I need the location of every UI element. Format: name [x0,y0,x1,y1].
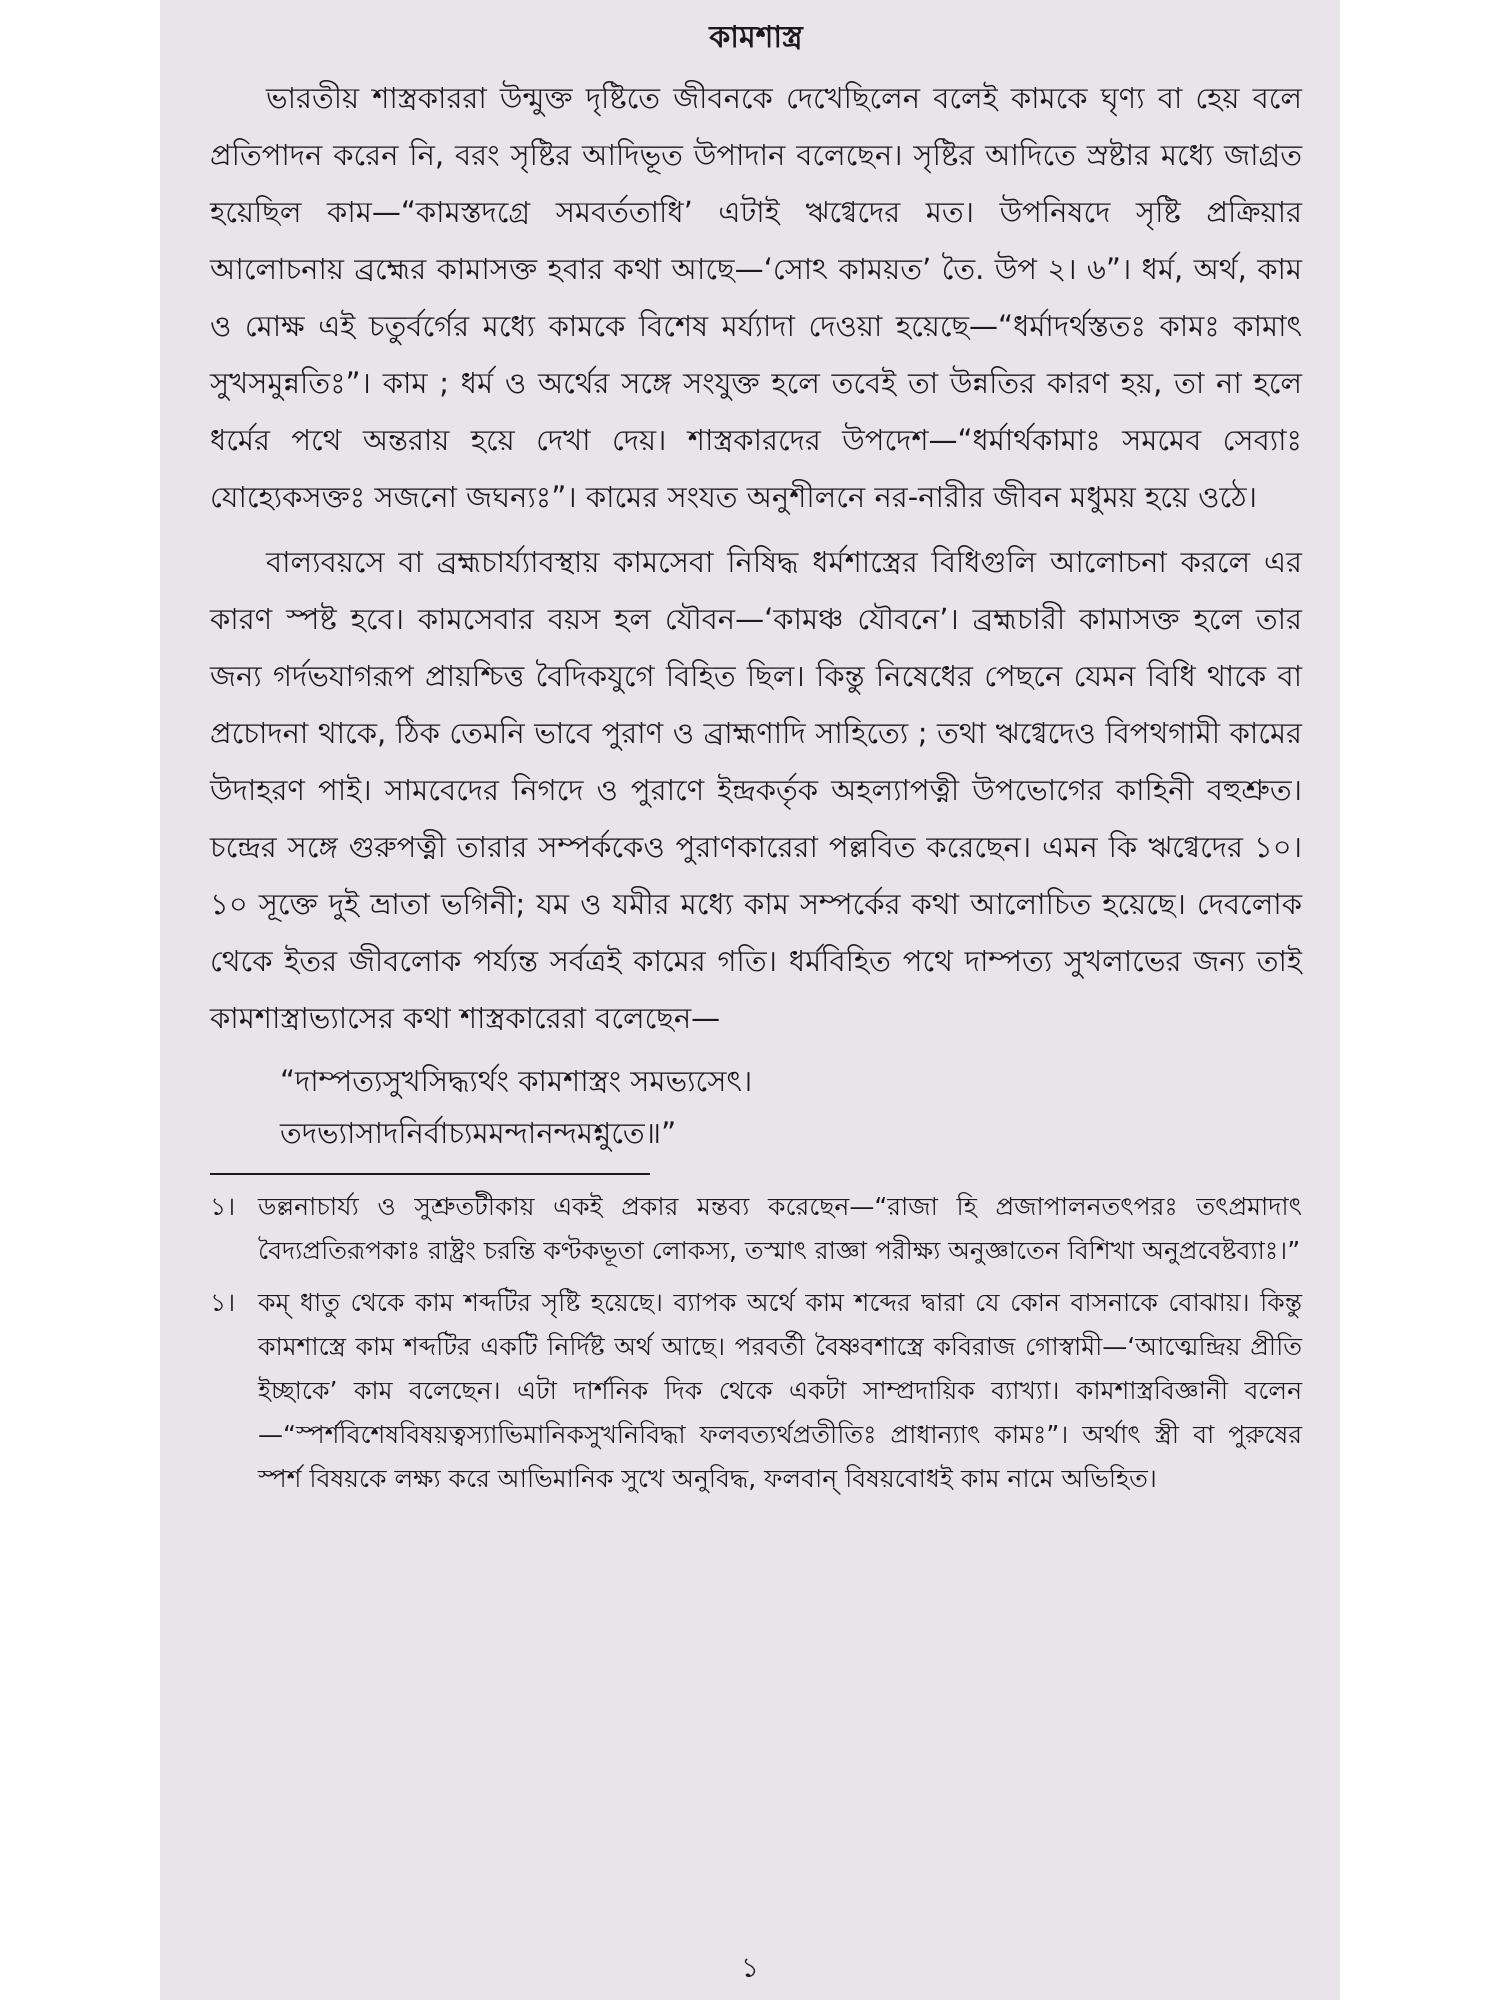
page-number: ১ [740,1951,760,1984]
book-page [160,0,1340,2000]
verse-line-1: “দাম্পত্যসুখসিদ্ধ্যর্থং কামশাস্ত্রং সমভ্যসেৎ। [280,1064,753,1098]
verse-line-2: তদভ্যাসাদনির্বাচ্যমমন্দানন্দমশ্নুতে॥” [280,1116,677,1150]
footnote-2 [210,1281,1302,1501]
footnote-1 [210,1185,1302,1273]
paragraph-2: বাল্যবয়সে বা ব্রহ্মচার্য্যাবস্থায় কামসেবা নিষিদ্ধ ধর্মশাস্ত্রের বিধিগুলি আলোচনা করলে এর কারণ স্পষ্ট হবে। কামসেবার বয়স হল যৌবন—‘কামঞ্চ যৌবনে’। ব্রহ্মচারী কামাসক্ত হলে তার জন্য গর্দভযাগরূপ প্রায়শ্চিত্ত বৈদিকযুগে বিহিত ছিল। কিন্তু নিষেধের পেছনে যেমন বিধি থাকে বা প্রচোদনা থাকে, ঠিক তেমনি ভাবে পুরাণ ও ব্রাহ্মণাদি সাহিত্যে ; তথা ঋগ্বেদেও বিপথগামী কামের উদাহরণ পাই। সামবেদের নিগদে ও পুরাণে ইন্দ্রকর্তৃক অহল্যাপত্নী উপভোগের কাহিনী বহুশ্রুত। চন্দ্রের সঙ্গে গুরুপত্নী তারার সম্পর্ককেও পুরাণকারেরা পল্লবিত করেছেন। এমন কি ঋগ্বেদের ১০।১০ সূক্তে দুই ভ্রাতা ভগিনী; যম ও যমীর মধ্যে কাম সম্পর্কের কথা আলোচিত হয়েছে। দেবলোক থেকে ইতর জীবলোক পর্য্যন্ত সর্বত্রই কামের গতি। ধর্মবিহিত পথে দাম্পত্য সুখলাভের জন্য তাই কামশাস্ত্রাভ্যাসের কথা শাস্ত্রকারেরা বলেছেন— [210,545,1302,1035]
footnote-number: ১। [210,1192,236,1221]
footnote-text: ডল্লনাচার্য্য ও সুশ্রুতটীকায় একই প্রকার মন্তব্য করেছেন—“রাজা হি প্রজাপালনতৎপরঃ তৎপ্রমাদাৎ বৈদ্যপ্রতিরূপকাঃ রাষ্ট্রং চরন্তি কণ্টকভূতা লোকস্য, তস্মাৎ রাজ্ঞা পরীক্ষ্য অনুজ্ঞাতেন বিশিখা অনুপ্রবেষ্টব্যাঃ।” [258,1192,1302,1265]
paragraph-1: ভারতীয় শাস্ত্রকাররা উন্মুক্ত দৃষ্টিতে জীবনকে দেখেছিলেন বলেই কামকে ঘৃণ্য বা হেয় বলে প্রতিপাদন করেন নি, বরং সৃষ্টির আদিভূত উপাদান বলেছেন। সৃষ্টির আদিতে স্রষ্টার মধ্যে জাগ্রত হয়েছিল কাম—“কামস্তদগ্রে সমবর্ততাধি’ এটাই ঋগ্বেদের মত। উপনিষদে সৃষ্টি প্রক্রিয়ার আলোচনায় ব্রহ্মের কামাসক্ত হবার কথা আছে—‘সোঽ কাময়ত’ তৈ. উপ ২। ৬”। ধর্ম, অর্থ, কাম ও মোক্ষ এই চতুর্বর্গের মধ্যে কামকে বিশেষ মর্য্যাদা দেওয়া হয়েছে—“ধর্মাদর্থস্ততঃ কামঃ কামাৎ সুখসমুন্নতিঃ”। কাম ; ধর্ম ও অর্থের সঙ্গে সংযুক্ত হলে তবেই তা উন্নতির কারণ হয়, তা না হলে ধর্মের পথে অন্তরায় হয়ে দেখা দেয়। শাস্ত্রকারদের উপদেশ—“ধর্মার্থকামাঃ সমমেব সেব্যাঃ যোহ্যেকসক্তঃ সজনো জঘন্যঃ”। কামের সংযত অনুশীলনে নর-নারীর জীবন মধুময় হয়ে ওঠে। [210,81,1302,514]
page-body [210,18,1302,1509]
footnote-text: কম্ ধাতু থেকে কাম শব্দটির সৃষ্টি হয়েছে। ব্যাপক অর্থে কাম শব্দের দ্বারা যে কোন বাসনাকে বোঝায়। কিন্তু কামশাস্ত্রে কাম শব্দটির একটি নির্দিষ্ট অর্থ আছে। পরবর্তী বৈষ্ণবশাস্ত্রে কবিরাজ গোস্বামী—‘আত্মেন্দ্রিয় প্রীতি ইচ্ছাকে’ কাম বলেছেন। এটা দার্শনিক দিক থেকে একটা সাম্প্রদায়িক ব্যাখ্যা। কামশাস্ত্রবিজ্ঞানী বলেন—“স্পর্শবিশেষবিষয়ত্বস্যাভিমানিকসুখনিবিদ্ধা ফলবত্যর্থপ্রতীতিঃ প্রাধান্যাৎ কামঃ”। অর্থাৎ স্ত্রী বা পুরুষের স্পর্শ বিষয়কে লক্ষ্য করে আভিমানিক সুখে অনুবিদ্ধ, ফলবান্ বিষয়বোধই কাম নামে অভিহিত। [258,1288,1302,1493]
page-title: কামশাস্ত্র [709,20,803,55]
footnote-number: ১। [210,1288,236,1317]
verse-quote [210,1055,1302,1159]
footnote-divider [210,1173,650,1175]
